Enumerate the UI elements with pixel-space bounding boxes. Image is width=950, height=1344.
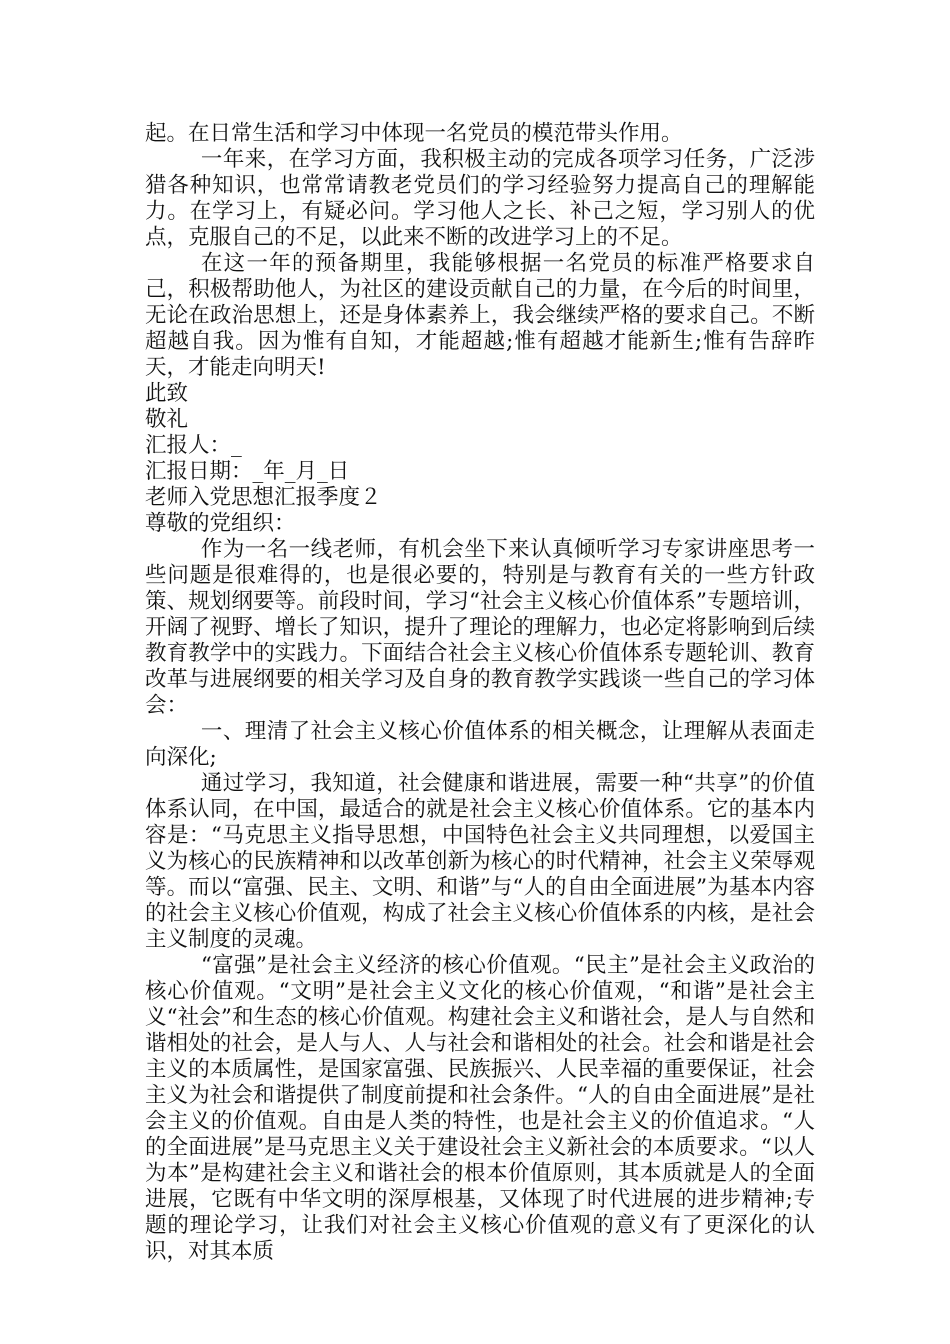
- section-title: 老师入党思想汇报季度２: [145, 485, 382, 510]
- paragraph-core-values: 通过学习，我知道，社会健康和谐进展，需要一种“共享”的价值体系认同，在中国，最适合的就是社会主义核心价值体系。它的基本内容是：“马克思主义指导思想，中国特色社会主义共同理想，以爱国主义为核心的民族精神和以改革创新为核心的时代精神，社会主义荣辱观等。而以“富强、民主、文明、和谐”与“人的自由全面进展”为基本内容的社会主义核心价值观，构成了社会主义核心价值体系的内核，是社会主义制度的灵魂。: [145, 771, 815, 952]
- closing-salutation: 此致: [145, 381, 189, 406]
- paragraph-intro: 作为一名一线老师，有机会坐下来认真倾听学习专家讲座思考一些问题是很难得的，也是很必要的，特别是与教育有关的一些方针政策、规划纲要等。前段时间，学习“社会主义核心价值体系”专题培训，开阔了视野、增长了知识，提升了理论的理解力，也必定将影响到后续教育教学中的实践力。下面结合社会主义核心价值体系专题轮训、教育改革与进展纲要的相关学习及自身的教育教学实践谈一些自己的学习体会：: [145, 537, 815, 718]
- closing-regards: 敬礼: [145, 407, 189, 432]
- document-page: [145, 121, 815, 1265]
- paragraph-probation: 在这一年的预备期里，我能够根据一名党员的标准严格要求自己，积极帮助他人，为社区的建设贡献自己的力量，在今后的时间里，无论在政治思想上，还是身体素养上，我会继续严格的要求自己。不断超越自我。因为惟有自知，才能超越;惟有超越才能新生;惟有告辞昨天，才能走向明天!: [145, 251, 815, 380]
- reporter-line: 汇报人：_: [145, 433, 242, 458]
- greeting-line: 尊敬的党组织：: [145, 511, 296, 536]
- report-date-line: 汇报日期：_年_月_日: [145, 459, 350, 484]
- paragraph-prosperity: “富强”是社会主义经济的核心价值观。“民主”是社会主义政治的核心价值观。“文明”是社会主义文化的核心价值观，“和谐”是社会主义“社会”和生态的核心价值观。构建社会主义和谐社会，是人与自然和谐相处的社会，是人与人、人与社会和谐相处的社会。社会和谐是社会主义的本质属性，是国家富强、民族振兴、人民幸福的重要保证，社会主义为社会和谐提供了制度前提和社会条件。“人的自由全面进展”是社会主义的价值观。自由是人类的特性，也是社会主义的价值追求。“人的全面进展”是马克思主义关于建设社会主义新社会的本质要求。“以人为本”是构建社会主义和谐社会的根本价值原则，其本质就是人的全面进展，它既有中华文明的深厚根基，又体现了时代进展的进步精神;专题的理论学习，让我们对社会主义核心价值观的意义有了更深化的认识，对其本质: [145, 953, 815, 1264]
- paragraph-continuation: 起。在日常生活和学习中体现一名党员的模范带头作用。: [145, 121, 683, 146]
- paragraph-heading-one: 一、理清了社会主义核心价值体系的相关概念，让理解从表面走向深化;: [145, 719, 815, 770]
- paragraph-study: 一年来，在学习方面，我积极主动的完成各项学习任务，广泛涉猎各种知识，也常常请教老党员们的学习经验努力提高自己的理解能力。在学习上，有疑必问。学习他人之长、补己之短，学习别人的优点，克服自己的不足，以此来不断的改进学习上的不足。: [145, 147, 815, 250]
